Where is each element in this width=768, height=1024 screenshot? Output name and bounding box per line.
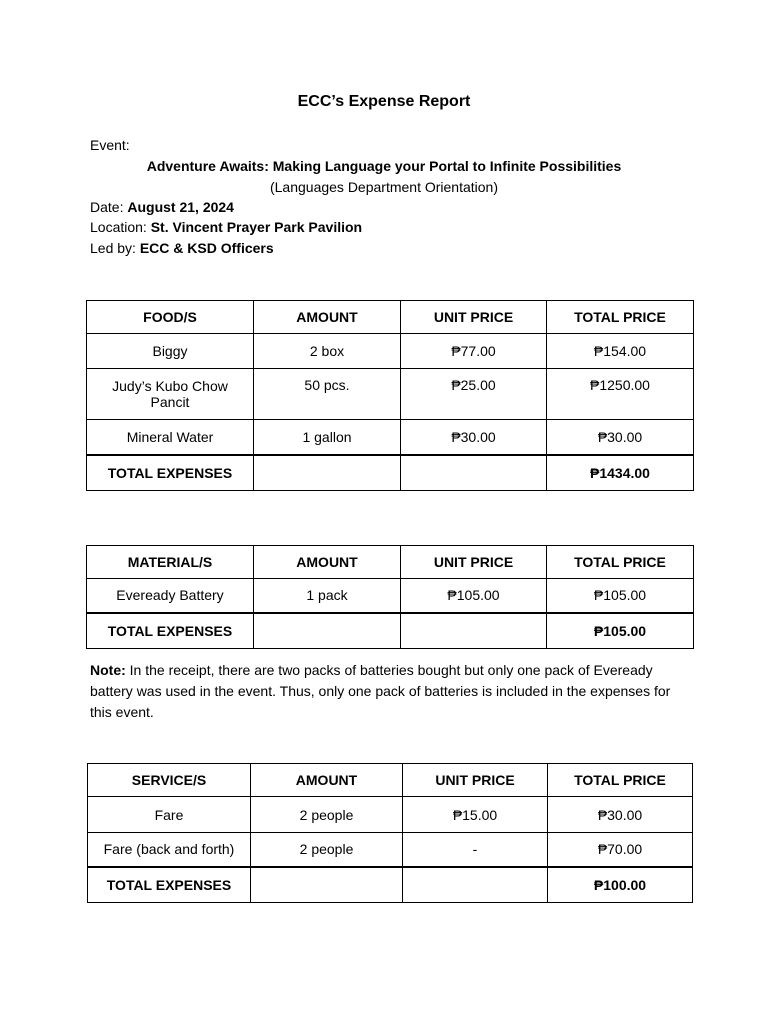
event-led-by <box>90 239 274 257</box>
led-by-label: Led by: <box>90 240 140 256</box>
unit-price-cell: ₱25.00 <box>401 369 547 420</box>
empty-cell <box>251 867 403 903</box>
event-label: Event: <box>90 137 130 153</box>
amount-cell: 2 people <box>251 833 403 867</box>
item-cell: Judy’s Kubo Chow Pancit <box>87 369 254 420</box>
note-text: In the receipt, there are two packs of batteries bought but only one pack of Eveready battery was used in the event. Thus, only one pack of batteries is included in the expenses for this event. <box>90 662 671 720</box>
unit-price-cell: - <box>403 833 548 867</box>
header-amount: AMOUNT <box>254 546 401 579</box>
total-expenses-value: ₱105.00 <box>547 613 694 649</box>
total-expenses-value: ₱1434.00 <box>547 455 694 491</box>
table-row <box>87 334 694 369</box>
header-amount: AMOUNT <box>254 301 401 334</box>
empty-cell <box>401 613 547 649</box>
event-location <box>90 218 362 236</box>
location-value: St. Vincent Prayer Park Pavilion <box>150 219 363 235</box>
food-table <box>86 300 694 491</box>
total-price-cell: ₱30.00 <box>547 420 694 455</box>
date-value: August 21, 2024 <box>127 199 234 215</box>
event-date <box>90 198 234 216</box>
item-cell: Biggy <box>87 334 254 369</box>
amount-cell: 1 pack <box>254 579 401 613</box>
header-total-price: TOTAL PRICE <box>548 764 693 797</box>
amount-cell: 50 pcs. <box>254 369 401 420</box>
header-total-price: TOTAL PRICE <box>547 546 694 579</box>
unit-price-cell: ₱77.00 <box>401 334 547 369</box>
amount-cell: 2 people <box>251 797 403 833</box>
total-price-cell: ₱70.00 <box>548 833 693 867</box>
total-row <box>87 613 694 649</box>
empty-cell <box>401 455 547 491</box>
food-header-row <box>87 301 694 334</box>
services-table <box>87 763 693 903</box>
total-price-cell: ₱1250.00 <box>547 369 694 420</box>
amount-cell: 2 box <box>254 334 401 369</box>
event-name-text: Adventure Awaits: Making Language your Portal to Infinite Possibilities <box>146 158 622 174</box>
unit-price-cell: ₱15.00 <box>403 797 548 833</box>
header-service: SERVICE/S <box>88 764 251 797</box>
unit-price-cell: ₱105.00 <box>401 579 547 613</box>
total-expenses-label: TOTAL EXPENSES <box>88 867 251 903</box>
empty-cell <box>254 455 401 491</box>
table-row <box>88 833 693 867</box>
header-amount: AMOUNT <box>251 764 403 797</box>
header-food: FOOD/S <box>87 301 254 334</box>
unit-price-cell: ₱30.00 <box>401 420 547 455</box>
item-cell: Mineral Water <box>87 420 254 455</box>
total-price-cell: ₱154.00 <box>547 334 694 369</box>
materials-table <box>86 545 694 649</box>
materials-header-row <box>87 546 694 579</box>
item-cell: Fare <box>88 797 251 833</box>
header-unit-price: UNIT PRICE <box>403 764 548 797</box>
header-unit-price: UNIT PRICE <box>401 546 547 579</box>
note-label: Note: <box>90 662 126 678</box>
event-subtitle: (Languages Department Orientation) <box>269 179 499 195</box>
location-label: Location: <box>90 219 151 235</box>
item-cell: Eveready Battery <box>87 579 254 613</box>
empty-cell <box>403 867 548 903</box>
amount-cell: 1 gallon <box>254 420 401 455</box>
led-by-value: ECC & KSD Officers <box>139 240 274 256</box>
report-title: ECC’s Expense Report <box>297 93 471 110</box>
total-price-cell: ₱105.00 <box>547 579 694 613</box>
table-row <box>87 369 694 420</box>
note-paragraph <box>90 660 690 723</box>
header-total-price: TOTAL PRICE <box>547 301 694 334</box>
total-expenses-label: TOTAL EXPENSES <box>87 455 254 491</box>
event-name <box>0 157 768 175</box>
empty-cell <box>254 613 401 649</box>
item-cell: Fare (back and forth) <box>88 833 251 867</box>
table-row <box>87 579 694 613</box>
header-unit-price: UNIT PRICE <box>401 301 547 334</box>
table-row <box>88 797 693 833</box>
total-row <box>88 867 693 903</box>
total-expenses-value: ₱100.00 <box>548 867 693 903</box>
table-row <box>87 420 694 455</box>
header-material: MATERIAL/S <box>87 546 254 579</box>
date-label: Date: <box>90 199 128 215</box>
total-row <box>87 455 694 491</box>
total-expenses-label: TOTAL EXPENSES <box>87 613 254 649</box>
total-price-cell: ₱30.00 <box>548 797 693 833</box>
services-header-row <box>88 764 693 797</box>
